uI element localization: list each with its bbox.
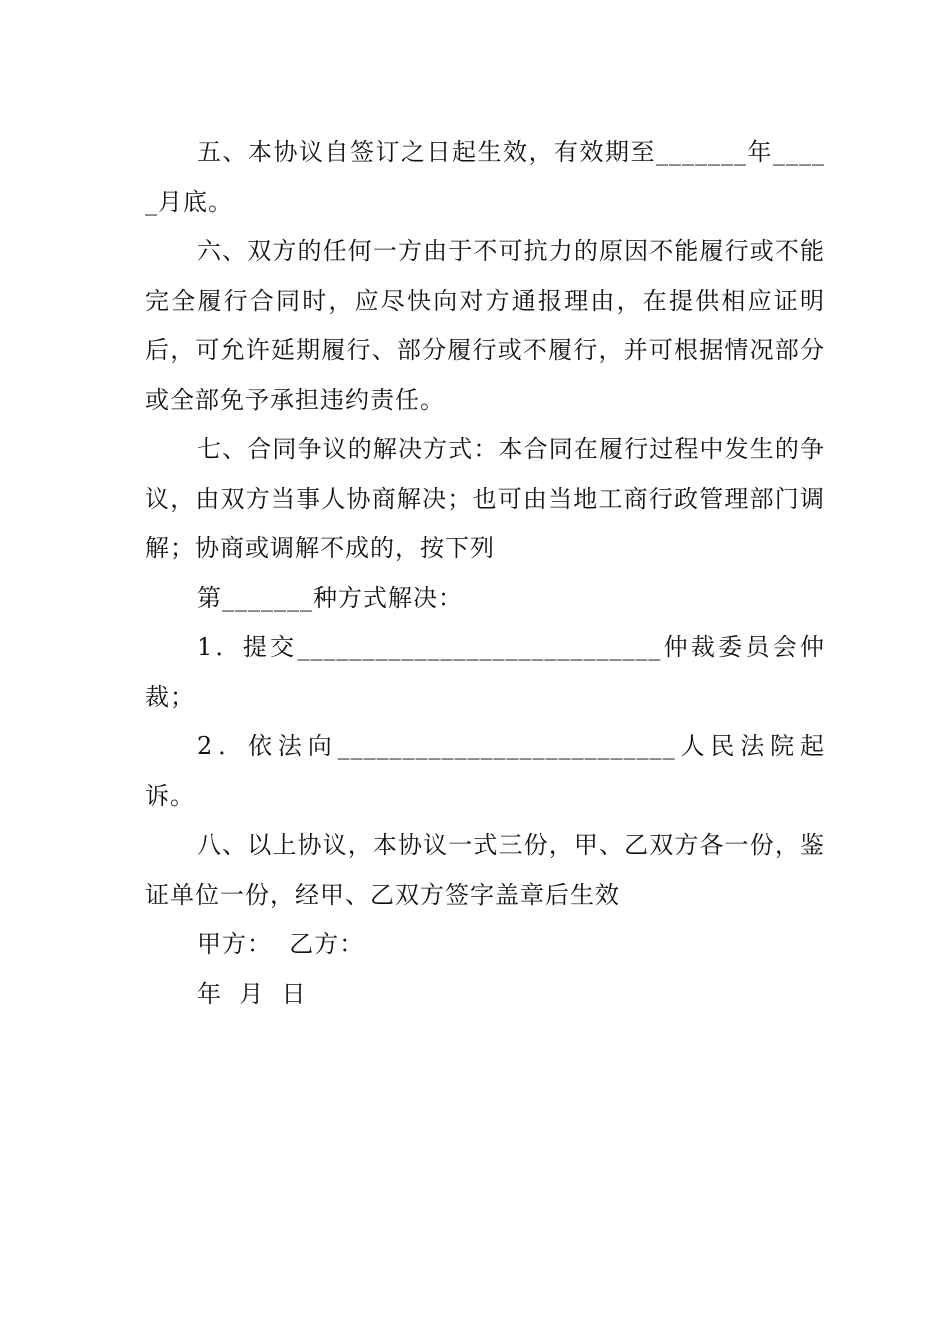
clause-7: 七、合同争议的解决方式：本合同在履行过程中发生的争议，由双方当事人协商解决；也可由当地工商行政管理部门调解；协商或调解不成的，按下列 [145,435,825,562]
dispute-method-choice: 第_______种方式解决： [197,583,463,612]
clause-6: 六、双方的任何一方由于不可抗力的原因不能履行或不能完全履行合同时，应尽快向对方通报理由，在提供相应证明后，可允许延期履行、部分履行或不履行，并可根据情况部分或全部免予承担违约责任。 [145,237,825,414]
signature-line: 甲方： 乙方： [197,930,365,958]
date-line: 年 月 日 [197,979,307,1008]
dispute-option-court: 2．依法向__________________________人民法院起诉。 [145,732,825,810]
document-body [145,128,825,1019]
dispute-option-arbitration: 1．提交____________________________仲裁委员会仲裁； [145,633,825,711]
clause-5: 五、本协议自签订之日起生效，有效期至_______年_____月底。 [145,138,825,216]
clause-8: 八、以上协议，本协议一式三份，甲、乙双方各一份，鉴证单位一份，经甲、乙双方签字盖章后生效 [145,831,825,909]
